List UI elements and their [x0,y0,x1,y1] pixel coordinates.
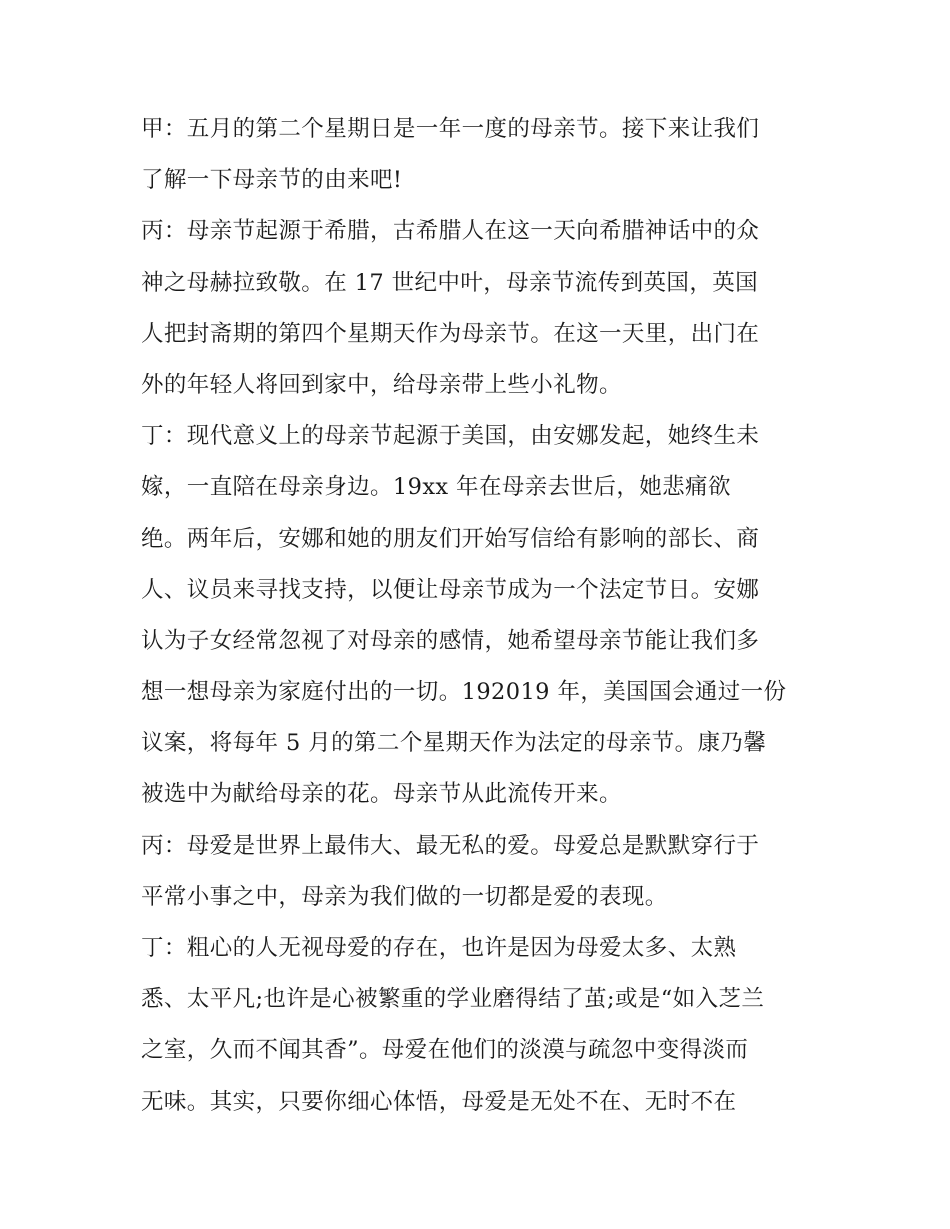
text-line: 了解一下母亲节的由来吧! [141,167,403,194]
document-body [141,104,821,1128]
text-line: 外的年轻人将回到家中，给母亲带上些小礼物。 [141,371,622,398]
text-line: 无味。其实，只要你细心体悟，母爱是无处不在、无时不在 [141,1088,737,1115]
text-line: 平常小事之中，母亲为我们做的一切都是爱的表现。 [141,883,668,910]
text-line: 甲：五月的第二个星期日是一年一度的母亲节。接下来让我们 [141,116,760,142]
text-line: 嫁，一直陪在母亲身边。19xx 年在母亲去世后，她悲痛欲 [141,474,731,501]
text-line: 悉、太平凡;也许是心被繁重的学业磨得结了茧;或是“如入芝兰 [141,986,765,1013]
text-line: 丁：现代意义上的母亲节起源于美国，由安娜发起，她终生未 [141,423,760,450]
text-line: 神之母赫拉致敬。在 17 世纪中叶，母亲节流传到英国，英国 [141,269,759,296]
text-line: 认为子女经常忽视了对母亲的感情，她希望母亲节能让我们多 [141,627,760,654]
text-line: 丙：母亲节起源于希腊，古希腊人在这一天向希腊神话中的众 [141,218,760,245]
text-line: 丙：母爱是世界上最伟大、最无私的爱。母爱总是默默穿行于 [141,832,760,859]
text-line: 人把封斋期的第四个星期天作为母亲节。在这一天里，出门在 [141,320,760,347]
text-line: 丁：粗心的人无视母爱的存在，也许是因为母爱太多、太熟 [141,935,737,961]
text-line: 绝。两年后，安娜和她的朋友们开始写信给有影响的部长、商 [141,525,760,552]
text-line: 被选中为献给母亲的花。母亲节从此流传开来。 [141,781,622,808]
text-line: 想一想母亲为家庭付出的一切。192019 年，美国国会通过一份 [141,679,787,706]
text-line: 议案，将每年 5 月的第二个星期天作为法定的母亲节。康乃馨 [141,730,767,757]
text-line: 人、议员来寻找支持，以便让母亲节成为一个法定节日。安娜 [141,576,760,603]
text-line: 之室，久而不闻其香”。母爱在他们的淡漠与疏忽中变得淡而 [141,1037,749,1064]
